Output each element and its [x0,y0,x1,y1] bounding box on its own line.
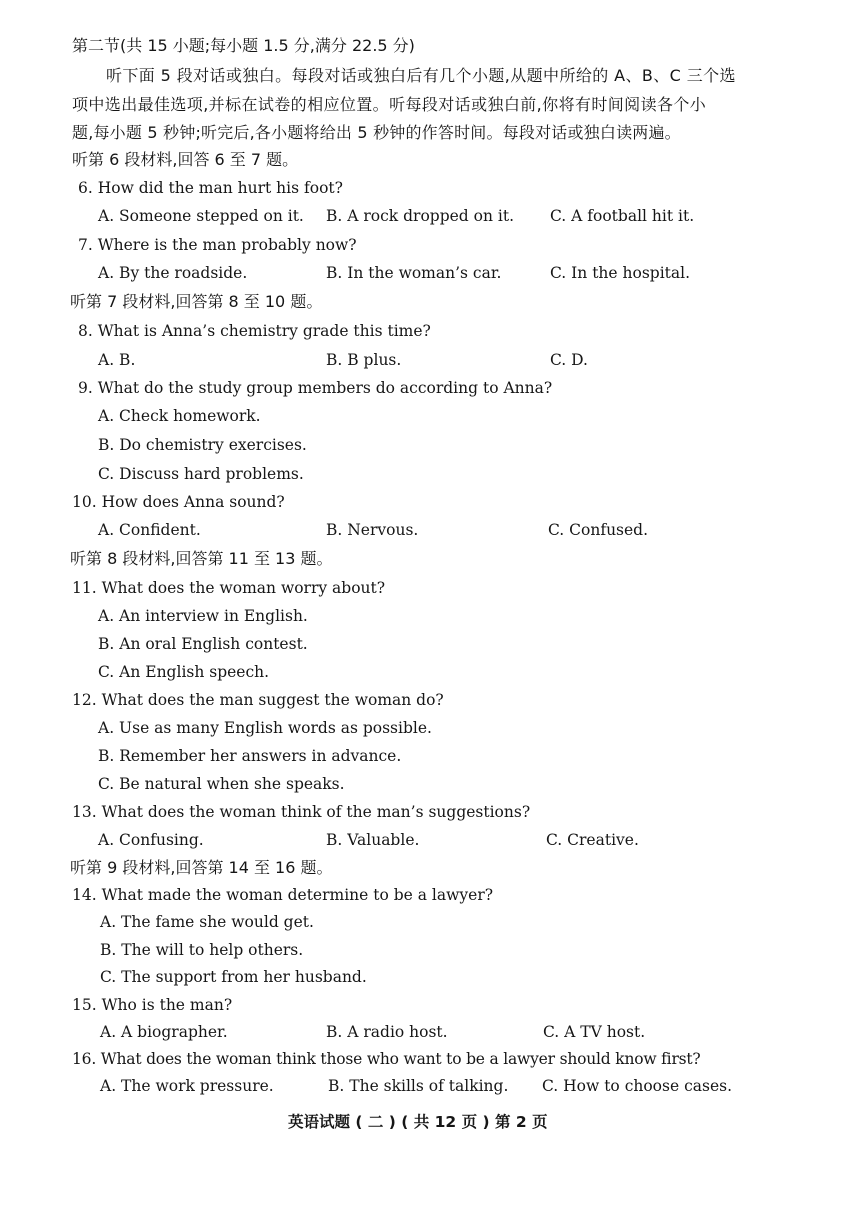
question-12-option-a: A. Use as many English words as possible. [98,719,432,737]
question-6-option-b: B. A rock dropped on it. [326,207,514,225]
page-footer: 英语试题 ( 二 ) ( 共 12 页 ) 第 2 页 [288,1113,548,1131]
question-7-option-b: B. In the woman’s car. [326,264,502,282]
question-11-option-c: C. An English speech. [98,663,270,681]
material-8-header: 听第 8 段材料,回答第 11 至 13 题。 [70,549,333,568]
question-15-stem: 15. Who is the man? [72,996,233,1014]
question-12-option-b: B. Remember her answers in advance. [98,747,402,765]
material-7-header: 听第 7 段材料,回答第 8 至 10 题。 [70,292,323,311]
question-8-stem: 8. What is Anna’s chemistry grade this time? [78,322,431,340]
material-9-header: 听第 9 段材料,回答第 14 至 16 题。 [70,858,333,877]
material-6-header: 听第 6 段材料,回答 6 至 7 题。 [72,150,299,169]
question-15-option-a: A. A biographer. [100,1023,228,1041]
question-7-option-a: A. By the roadside. [98,264,248,282]
question-6-option-a: A. Someone stepped on it. [98,207,304,225]
question-13-option-b: B. Valuable. [326,831,420,849]
question-14-stem: 14. What made the woman determine to be a lawyer? [72,886,494,904]
question-10-option-c: C. Confused. [548,521,649,539]
question-16-stem: 16. What does the woman think those who want to be a lawyer should know first? [72,1050,701,1068]
question-9-option-c: C. Discuss hard problems. [98,465,304,483]
question-8-option-c: C. D. [550,351,588,369]
question-7-stem: 7. Where is the man probably now? [78,236,357,254]
question-12-stem: 12. What does the man suggest the woman do? [72,691,444,709]
question-9-stem: 9. What do the study group members do according to Anna? [78,379,553,397]
question-16-option-b: B. The skills of talking. [328,1077,509,1095]
question-11-stem: 11. What does the woman worry about? [72,579,386,597]
question-14-option-c: C. The support from her husband. [100,968,367,986]
instructions-line-2: 项中选出最佳选项,并标在试卷的相应位置。听每段对话或独白前,你将有时间阅读各个小 [72,95,707,114]
question-11-option-b: B. An oral English contest. [98,635,308,653]
question-13-stem: 13. What does the woman think of the man’s suggestions? [72,803,531,821]
instructions-line-1: 听下面 5 段对话或独白。每段对话或独白后有几个小题,从题中所给的 A、B、C 三个选 [106,66,736,85]
question-8-option-b: B. B plus. [326,351,402,369]
question-13-option-c: C. Creative. [546,831,639,849]
question-15-option-b: B. A radio host. [326,1023,448,1041]
question-8-option-a: A. B. [98,351,136,369]
question-10-option-a: A. Confident. [98,521,201,539]
question-9-option-a: A. Check homework. [98,407,261,425]
instructions-line-3: 题,每小题 5 秒钟;听完后,各小题将给出 5 秒钟的作答时间。每段对话或独白读两遍。 [72,123,681,142]
question-6-stem: 6. How did the man hurt his foot? [78,179,343,197]
question-10-stem: 10. How does Anna sound? [72,493,285,511]
question-16-option-c: C. How to choose cases. [542,1077,733,1095]
question-16-option-a: A. The work pressure. [100,1077,274,1095]
question-9-option-b: B. Do chemistry exercises. [98,436,307,454]
question-13-option-a: A. Confusing. [98,831,204,849]
question-14-option-a: A. The fame she would get. [100,913,314,931]
question-10-option-b: B. Nervous. [326,521,419,539]
question-12-option-c: C. Be natural when she speaks. [98,775,345,793]
question-7-option-c: C. In the hospital. [550,264,691,282]
question-14-option-b: B. The will to help others. [100,941,304,959]
question-15-option-c: C. A TV host. [543,1023,646,1041]
question-11-option-a: A. An interview in English. [98,607,308,625]
question-6-option-c: C. A football hit it. [550,207,695,225]
section-heading: 第二节(共 15 小题;每小题 1.5 分,满分 22.5 分) [72,36,415,55]
